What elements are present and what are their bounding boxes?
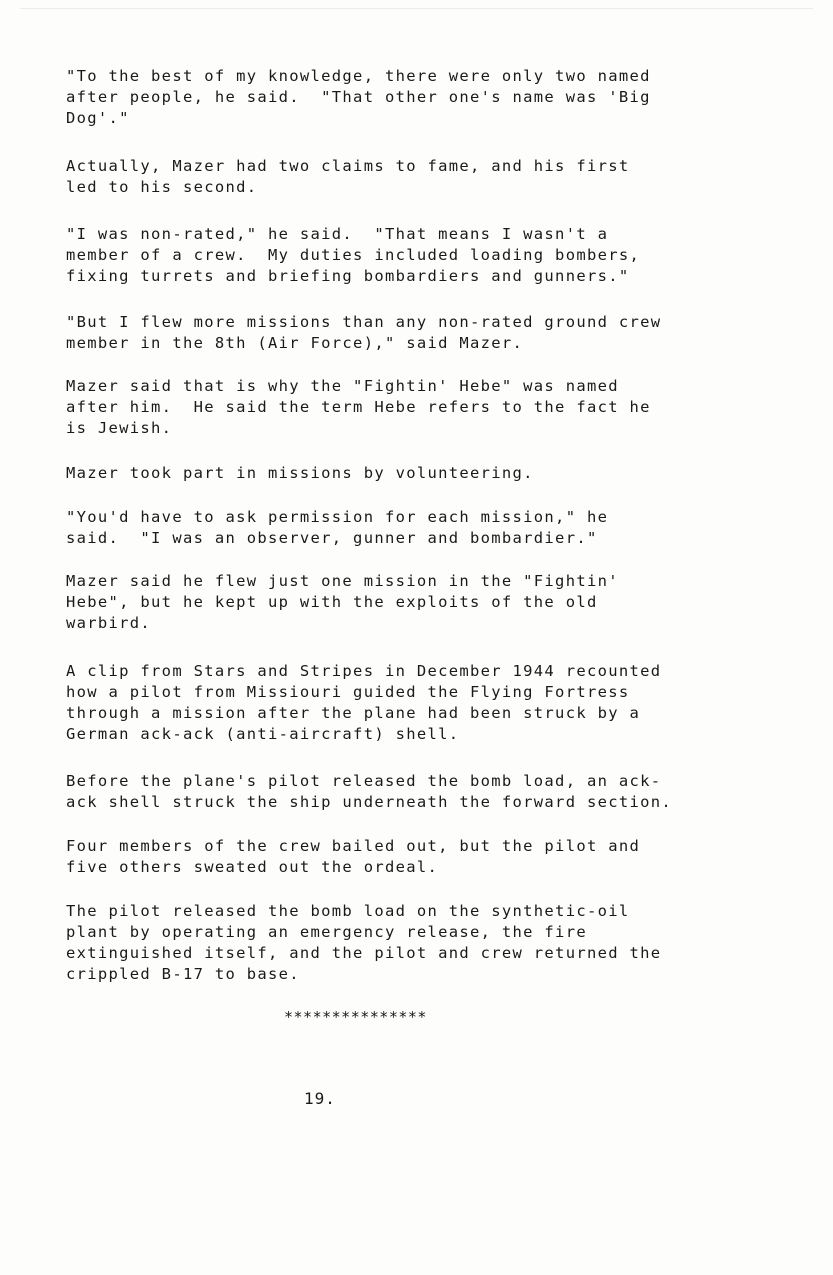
paragraph-4: "But I flew more missions than any non-rated ground crew member in the 8th (Air Force)," said Mazer. [66, 313, 662, 352]
paragraph-7: "You'd have to ask permission for each mission," he said. "I was an observer, gunner and bombardier." [66, 508, 609, 547]
paragraph-11: Four members of the crew bailed out, but the pilot and five others sweated out the ordeal. [66, 837, 641, 876]
paragraph-8: Mazer said he flew just one mission in the "Fightin' Hebe", but he kept up with the exploits of the old warbird. [66, 572, 619, 632]
paragraph-6: Mazer took part in missions by volunteering. [66, 464, 534, 482]
paragraph-10: Before the plane's pilot released the bomb load, an ack- ack shell struck the ship underneath the forward section. [66, 772, 673, 811]
paragraph-2: Actually, Mazer had two claims to fame, and his first led to his second. [66, 157, 630, 196]
section-separator: *************** [284, 1008, 427, 1026]
paragraph-9: A clip from Stars and Stripes in December 1944 recounted how a pilot from Missiouri guided the Flying Fortress through a mission after the plane had been struck by a German ack-ack (anti-aircraft) shell. [66, 662, 662, 743]
page-top-edge [20, 8, 813, 9]
page-number: 19. [304, 1089, 336, 1108]
paragraph-1: "To the best of my knowledge, there were only two named after people, he said. "That other one's name was 'Big Dog'." [66, 67, 651, 127]
paragraph-5: Mazer said that is why the "Fightin' Hebe" was named after him. He said the term Hebe refers to the fact he is Jewish. [66, 377, 651, 437]
paragraph-12: The pilot released the bomb load on the synthetic-oil plant by operating an emergency release, the fire extinguished itself, and the pilot and crew returned the crippled B-17 to base. [66, 902, 662, 983]
paragraph-3: "I was non-rated," he said. "That means I wasn't a member of a crew. My duties included loading bombers, fixing turrets and briefing bombardiers and gunners." [66, 225, 641, 285]
